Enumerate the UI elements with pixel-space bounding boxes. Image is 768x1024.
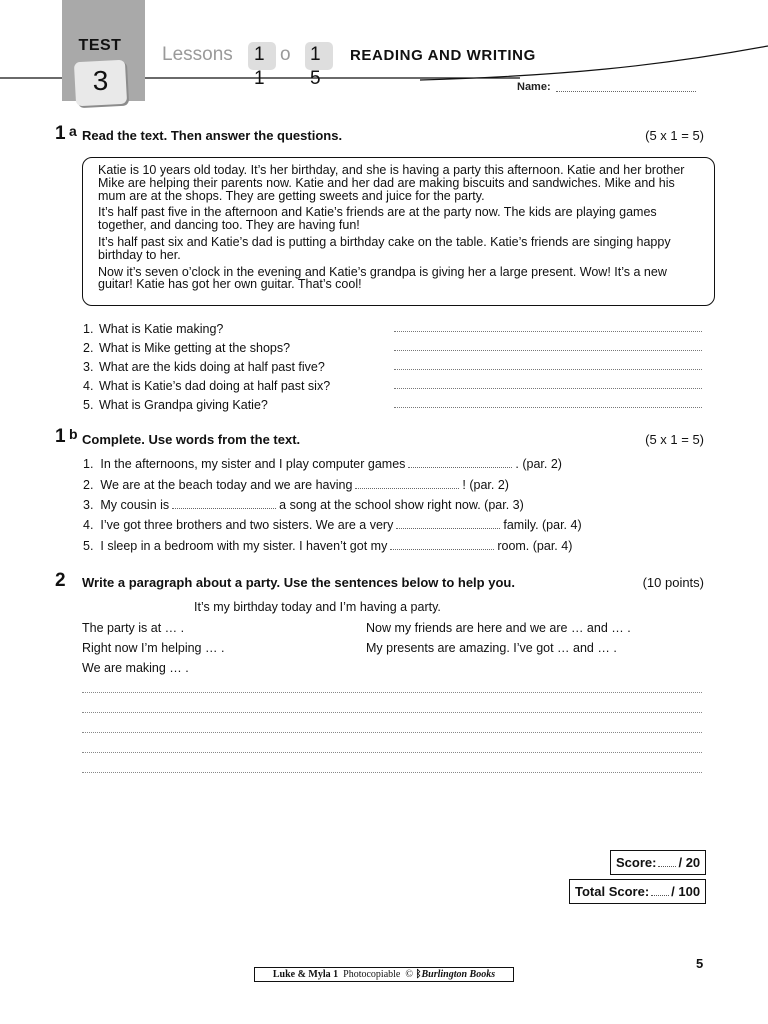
writing-line[interactable]	[82, 752, 702, 753]
section-1b-instruction: Complete. Use words from the text.	[82, 432, 301, 447]
section-1a-letter: a	[69, 123, 77, 139]
reading-paragraph: Now it’s seven o’clock in the evening and Katie’s grandpa is giving her a large present. Wow! It’s a new guitar! Katie has got her own guitar. That’s cool!	[98, 264, 667, 292]
question-text: What is Mike getting at the shops?	[99, 341, 291, 355]
lesson-to-bottom: 5	[310, 68, 321, 89]
writing-intro: It’s my birthday today and I’m having a party.	[194, 600, 441, 614]
reading-paragraph: Katie is 10 years old today. It’s her birthday, and she is having a party this afternoon. Katie and her brother Mike are helping their parents now. Katie and her dad are making biscuits and sandwiches. Mike and his mum are at the shops. They are getting sweets and juice for the party.	[98, 163, 685, 203]
footer-publisher: Burlington Books	[421, 969, 496, 980]
item-before: I’ve got three brothers and two sisters. We are a very	[100, 518, 394, 532]
section-1a-instruction: Read the text. Then answer the questions.	[82, 128, 343, 143]
fill-blank[interactable]	[355, 479, 459, 489]
fill-blank[interactable]	[172, 499, 276, 509]
writing-line[interactable]	[82, 732, 702, 733]
item-after: a song at the school show right now. (par. 3)	[279, 498, 524, 512]
question-text: What is Katie making?	[99, 322, 224, 336]
writing-prompt: The party is at … .	[82, 621, 185, 635]
question-text: What are the kids doing at half past five?	[99, 360, 325, 374]
lesson-from-top: 1	[254, 44, 265, 65]
section-2-number: 2	[55, 570, 66, 591]
answer-line[interactable]	[394, 369, 702, 370]
item-before: I sleep in a bedroom with my sister. I haven’t got my	[100, 539, 388, 553]
total-score-total: / 100	[671, 884, 701, 899]
writing-prompt: My presents are amazing. I’ve got … and … .	[366, 641, 617, 655]
footer-credit	[254, 967, 514, 982]
question-number: 1.	[83, 322, 94, 336]
footer-book: Luke & Myla 1	[272, 969, 339, 980]
question-number: 5.	[83, 398, 94, 412]
section-1b-number: 1	[55, 426, 66, 447]
completion-item	[83, 498, 524, 512]
completion-item	[83, 518, 582, 532]
completion-item	[83, 478, 509, 492]
writing-prompt: Right now I’m helping … .	[82, 641, 225, 655]
answer-line[interactable]	[394, 331, 702, 332]
fill-blank[interactable]	[396, 519, 500, 529]
completion-item	[83, 457, 562, 471]
lessons-word: Lessons	[162, 44, 233, 65]
writing-line[interactable]	[82, 772, 702, 773]
section-1a-number: 1	[55, 123, 66, 144]
completion-item	[83, 539, 572, 553]
lesson-to-top: 1	[310, 44, 321, 65]
answer-line[interactable]	[394, 388, 702, 389]
fill-blank[interactable]	[408, 458, 512, 468]
footer-copyright: ©	[405, 969, 413, 980]
section-1b-points: (5 x 1 = 5)	[645, 432, 704, 447]
writing-prompt: Now my friends are here and we are … and … .	[366, 621, 631, 635]
publisher-logo-icon: ᛒ	[415, 969, 422, 980]
item-after: room. (par. 4)	[497, 539, 573, 553]
item-before: We are at the beach today and we are having	[100, 478, 353, 492]
item-after: ! (par. 2)	[462, 478, 509, 492]
footer-photocopiable: Photocopiable	[343, 969, 401, 980]
test-label: TEST	[78, 37, 122, 54]
score-blank[interactable]	[658, 860, 676, 867]
question-number: 4.	[83, 379, 94, 393]
section-2-points: (10 points)	[642, 575, 704, 590]
name-label: Name:	[517, 81, 551, 93]
reading-paragraph: It’s half past six and Katie’s dad is putting a birthday cake on the table. Katie’s friends are singing happy birthday to her.	[98, 234, 671, 262]
writing-line[interactable]	[82, 712, 702, 713]
page-number: 5	[696, 956, 704, 971]
score-box	[610, 850, 706, 875]
item-number: 4.	[83, 518, 94, 532]
reading-text-box	[82, 157, 715, 306]
page-title: READING AND WRITING	[350, 47, 536, 64]
item-after: family. (par. 4)	[503, 518, 582, 532]
item-number: 2.	[83, 478, 94, 492]
fill-blank[interactable]	[390, 540, 494, 550]
total-score-box	[569, 879, 706, 904]
writing-line[interactable]	[82, 692, 702, 693]
item-after: . (par. 2)	[515, 457, 562, 471]
reading-paragraph: It’s half past five in the afternoon and Katie’s friends are at the party now. The kids are playing games together, and dancing too. They are having fun!	[98, 205, 657, 233]
item-number: 5.	[83, 539, 94, 553]
question-text: What is Grandpa giving Katie?	[99, 398, 268, 412]
section-1b-letter: b	[69, 426, 78, 442]
to-word: o	[280, 44, 291, 65]
writing-prompt: We are making … .	[82, 661, 189, 675]
answer-line[interactable]	[394, 407, 702, 408]
item-before: In the afternoons, my sister and I play computer games	[100, 457, 406, 471]
test-number: 3	[92, 65, 109, 96]
answer-line[interactable]	[394, 350, 702, 351]
item-number: 3.	[83, 498, 94, 512]
score-total: / 20	[678, 855, 701, 870]
section-1a-points: (5 x 1 = 5)	[645, 128, 704, 143]
score-label: Score:	[616, 855, 657, 870]
name-field[interactable]	[556, 91, 696, 92]
item-number: 1.	[83, 457, 94, 471]
lesson-from-bottom: 1	[254, 68, 265, 89]
question-number: 3.	[83, 360, 94, 374]
item-before: My cousin is	[100, 498, 170, 512]
question-text: What is Katie’s dad doing at half past six?	[99, 379, 331, 393]
total-score-blank[interactable]	[651, 889, 669, 896]
total-score-label: Total Score:	[575, 884, 650, 899]
question-number: 2.	[83, 341, 94, 355]
section-2-instruction: Write a paragraph about a party. Use the sentences below to help you.	[82, 575, 515, 590]
